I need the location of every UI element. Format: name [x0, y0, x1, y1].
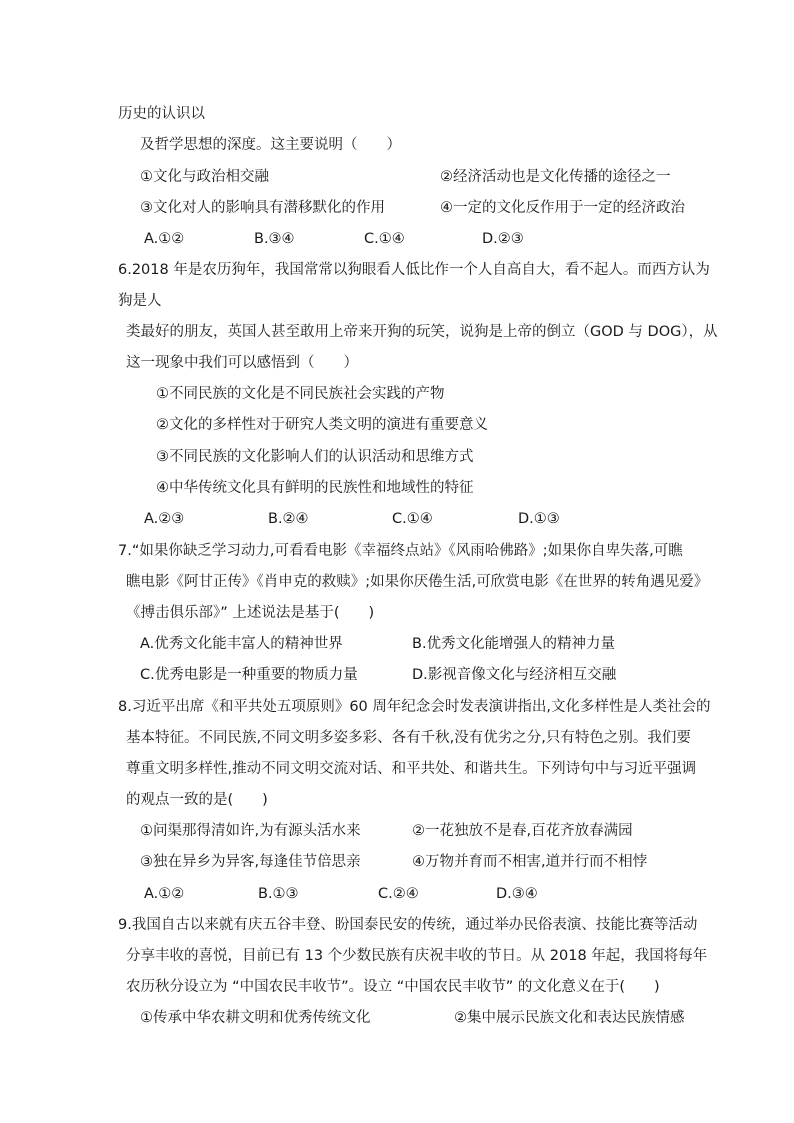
option-2: ②经济活动也是文化传播的途径之一 [440, 169, 671, 185]
option-2: ②集中展示民族文化和表达民族情感 [454, 1010, 685, 1026]
question-9-line: 农历秋分设立为 “中国农民丰收节”。设立 “中国农民丰收节” 的文化意义在于( ) [126, 979, 660, 995]
question-7-line: 7.“如果你缺乏学习动力,可看看电影《幸福终点站》《风雨哈佛路》;如果你自卑失落,可瞧 [118, 543, 683, 559]
option-d: D.影视音像文化与经济相互交融 [412, 667, 617, 683]
option-4: ④一定的文化反作用于一定的经济政治 [440, 200, 685, 216]
option-2: ②一花独放不是春,百花齐放春满园 [412, 823, 633, 839]
question-5-stem-line: 及哲学思想的深度。这主要说明（ ） [140, 137, 401, 153]
option-4: ④万物并育而不相害,道并行而不相悖 [412, 854, 648, 870]
answer-c: C.①④ [364, 231, 405, 247]
option-3: ③不同民族的文化影响人们的认识活动和思维方式 [156, 449, 474, 465]
option-1: ①不同民族的文化是不同民族社会实践的产物 [156, 386, 445, 402]
question-8-line: 的观点一致的是( ) [126, 792, 268, 808]
question-8-line: 尊重文明多样性,推动不同文明交流对话、和平共处、和谐共生。下列诗句中与习近平强调 [126, 761, 697, 777]
answer-c: C.①④ [392, 511, 433, 527]
answer-a: A.①② [144, 231, 185, 247]
answer-b: B.②④ [268, 511, 309, 527]
answer-d: D.①③ [518, 511, 560, 527]
option-4: ④中华传统文化具有鲜明的民族性和地域性的特征 [156, 480, 474, 496]
option-1: ①传承中华农耕文明和优秀传统文化 [140, 1010, 371, 1026]
option-1: ①文化与政治相交融 [140, 169, 269, 185]
question-6-line: 这一现象中我们可以感悟到（ ） [126, 355, 358, 371]
option-2: ②文化的多样性对于研究人类文明的演进有重要意义 [156, 417, 488, 433]
question-7-line: 瞧电影《阿甘正传》《肖申克的救赎》;如果你厌倦生活,可欣赏电影《在世界的转角遇见爱》 [126, 574, 709, 590]
question-6-line: 狗是人 [118, 293, 162, 309]
question-7-line: 《搏击俱乐部》” 上述说法是基于( ) [126, 605, 375, 621]
option-1: ①问渠那得清如许,为有源头活水来 [140, 823, 361, 839]
answer-b: B.①③ [258, 886, 299, 902]
question-6-line: 类最好的朋友，英国人甚至敢用上帝来开狗的玩笑，说狗是上帝的倒立（GOD 与 DOG），从 [126, 324, 718, 340]
question-6-line: 6.2018 年是农历狗年，我国常常以狗眼看人低比作一个人自高自大，看不起人。而西方认为 [118, 262, 710, 278]
question-9-line: 9.我国自古以来就有庆五谷丰登、盼国泰民安的传统，通过举办民俗表演、技能比赛等活动 [118, 917, 698, 933]
option-a: A.优秀文化能丰富人的精神世界 [140, 636, 343, 652]
question-8-line: 基本特征。不同民族,不同文明多姿多彩、各有千秋,没有优劣之分,只有特色之别。我们要 [126, 730, 691, 746]
option-3: ③独在异乡为异客,每逢佳节倍思亲 [140, 854, 361, 870]
option-c: C.优秀电影是一种重要的物质力量 [140, 667, 358, 683]
answer-c: C.②④ [378, 886, 419, 902]
answer-b: B.③④ [254, 231, 295, 247]
option-3: ③文化对人的影响具有潜移默化的作用 [140, 200, 385, 216]
answer-a: A.①② [144, 886, 185, 902]
option-b: B.优秀文化能增强人的精神力量 [412, 636, 616, 652]
question-8-line: 8.习近平出席《和平共处五项原则》60 周年纪念会时发表演讲指出,文化多样性是人类社会的 [118, 699, 711, 715]
answer-d: D.②③ [482, 231, 524, 247]
question-5-text-line: 历史的认识以 [118, 106, 205, 122]
answer-d: D.③④ [496, 886, 538, 902]
answer-a: A.②③ [144, 511, 185, 527]
question-9-line: 分享丰收的喜悦，目前已有 13 个少数民族有庆祝丰收的节日。从 2018 年起，我国将每年 [126, 948, 708, 964]
